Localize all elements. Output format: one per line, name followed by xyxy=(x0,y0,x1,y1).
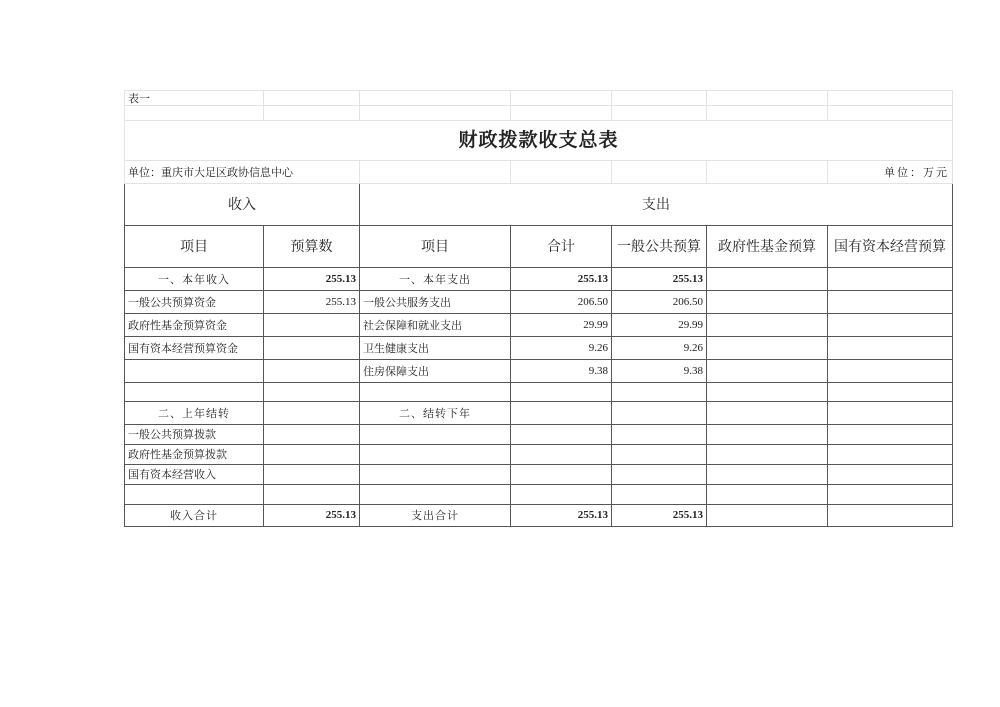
general-amount xyxy=(612,402,707,425)
title-row xyxy=(125,121,953,161)
label-row xyxy=(125,91,953,106)
fund-amount xyxy=(707,505,828,527)
table-row xyxy=(125,402,953,425)
table-row xyxy=(125,291,953,314)
state-amount xyxy=(828,445,953,465)
unit-row xyxy=(125,161,953,184)
income-amount: 255.13 xyxy=(264,268,360,291)
expense-item: 二、结转下年 xyxy=(360,402,511,425)
state-amount xyxy=(828,360,953,383)
col-state-capital-budget: 国有资本经营预算 xyxy=(828,226,953,268)
fund-amount xyxy=(707,465,828,485)
expense-item xyxy=(360,383,511,402)
total-amount xyxy=(511,425,612,445)
table-row xyxy=(125,337,953,360)
income-total-label: 收入合计 xyxy=(125,505,264,527)
state-amount xyxy=(828,505,953,527)
fiscal-appropriation-summary-table xyxy=(124,90,953,527)
expense-item xyxy=(360,465,511,485)
income-header: 收入 xyxy=(125,184,360,226)
col-income-item: 项目 xyxy=(125,226,264,268)
income-amount xyxy=(264,337,360,360)
general-amount: 255.13 xyxy=(612,505,707,527)
general-amount: 29.99 xyxy=(612,314,707,337)
income-amount xyxy=(264,402,360,425)
unit-org-label: 单位：重庆市大足区政协信息中心 xyxy=(125,161,360,184)
income-amount xyxy=(264,465,360,485)
fund-amount xyxy=(707,337,828,360)
income-amount xyxy=(264,383,360,402)
income-item: 二、上年结转 xyxy=(125,402,264,425)
general-amount: 9.26 xyxy=(612,337,707,360)
income-item: 一、本年收入 xyxy=(125,268,264,291)
general-amount: 255.13 xyxy=(612,268,707,291)
total-amount xyxy=(511,485,612,505)
total-amount: 255.13 xyxy=(511,505,612,527)
general-amount xyxy=(612,445,707,465)
state-amount xyxy=(828,314,953,337)
total-amount: 255.13 xyxy=(511,268,612,291)
general-amount: 206.50 xyxy=(612,291,707,314)
income-item xyxy=(125,360,264,383)
col-expense-item: 项目 xyxy=(360,226,511,268)
income-total-amount: 255.13 xyxy=(264,505,360,527)
spacer-row xyxy=(125,106,953,121)
table-row xyxy=(125,485,953,505)
total-amount: 9.26 xyxy=(511,337,612,360)
page-title: 财政拨款收支总表 xyxy=(125,121,953,161)
total-amount xyxy=(511,445,612,465)
state-amount xyxy=(828,465,953,485)
state-amount xyxy=(828,402,953,425)
income-amount xyxy=(264,425,360,445)
income-item: 政府性基金预算拨款 xyxy=(125,445,264,465)
state-amount xyxy=(828,291,953,314)
income-amount xyxy=(264,360,360,383)
expense-item: 一、本年支出 xyxy=(360,268,511,291)
column-header-row xyxy=(125,226,953,268)
fund-amount xyxy=(707,445,828,465)
expense-total-label: 支出合计 xyxy=(360,505,511,527)
totals-row xyxy=(125,505,953,527)
unit-currency-label: 单位：万元 xyxy=(828,161,953,184)
expense-header: 支出 xyxy=(360,184,953,226)
income-amount xyxy=(264,314,360,337)
income-item: 国有资本经营预算资金 xyxy=(125,337,264,360)
state-amount xyxy=(828,268,953,291)
income-item: 政府性基金预算资金 xyxy=(125,314,264,337)
group-header-row xyxy=(125,184,953,226)
general-amount xyxy=(612,485,707,505)
expense-item xyxy=(360,425,511,445)
col-income-amount: 预算数 xyxy=(264,226,360,268)
general-amount: 9.38 xyxy=(612,360,707,383)
state-amount xyxy=(828,425,953,445)
income-item xyxy=(125,485,264,505)
total-amount: 206.50 xyxy=(511,291,612,314)
fund-amount xyxy=(707,291,828,314)
col-fund-budget: 政府性基金预算 xyxy=(707,226,828,268)
fund-amount xyxy=(707,425,828,445)
state-amount xyxy=(828,337,953,360)
income-item: 一般公共预算资金 xyxy=(125,291,264,314)
table-row xyxy=(125,465,953,485)
total-amount xyxy=(511,383,612,402)
expense-item xyxy=(360,485,511,505)
state-amount xyxy=(828,485,953,505)
income-item xyxy=(125,383,264,402)
expense-item: 住房保障支出 xyxy=(360,360,511,383)
income-item: 国有资本经营收入 xyxy=(125,465,264,485)
total-amount xyxy=(511,465,612,485)
fund-amount xyxy=(707,485,828,505)
table-label: 表一 xyxy=(125,91,264,106)
table-row xyxy=(125,360,953,383)
general-amount xyxy=(612,383,707,402)
table-row xyxy=(125,445,953,465)
income-item: 一般公共预算拨款 xyxy=(125,425,264,445)
table-row xyxy=(125,268,953,291)
col-general-budget: 一般公共预算 xyxy=(612,226,707,268)
total-amount: 9.38 xyxy=(511,360,612,383)
expense-item: 社会保障和就业支出 xyxy=(360,314,511,337)
general-amount xyxy=(612,425,707,445)
income-amount: 255.13 xyxy=(264,291,360,314)
general-amount xyxy=(612,465,707,485)
fund-amount xyxy=(707,360,828,383)
income-amount xyxy=(264,485,360,505)
expense-item xyxy=(360,445,511,465)
fund-amount xyxy=(707,402,828,425)
fund-amount xyxy=(707,268,828,291)
fund-amount xyxy=(707,383,828,402)
total-amount xyxy=(511,402,612,425)
income-amount xyxy=(264,445,360,465)
table-row xyxy=(125,314,953,337)
total-amount: 29.99 xyxy=(511,314,612,337)
table-row xyxy=(125,383,953,402)
expense-item: 卫生健康支出 xyxy=(360,337,511,360)
col-total: 合计 xyxy=(511,226,612,268)
expense-item: 一般公共服务支出 xyxy=(360,291,511,314)
table-row xyxy=(125,425,953,445)
state-amount xyxy=(828,383,953,402)
fund-amount xyxy=(707,314,828,337)
